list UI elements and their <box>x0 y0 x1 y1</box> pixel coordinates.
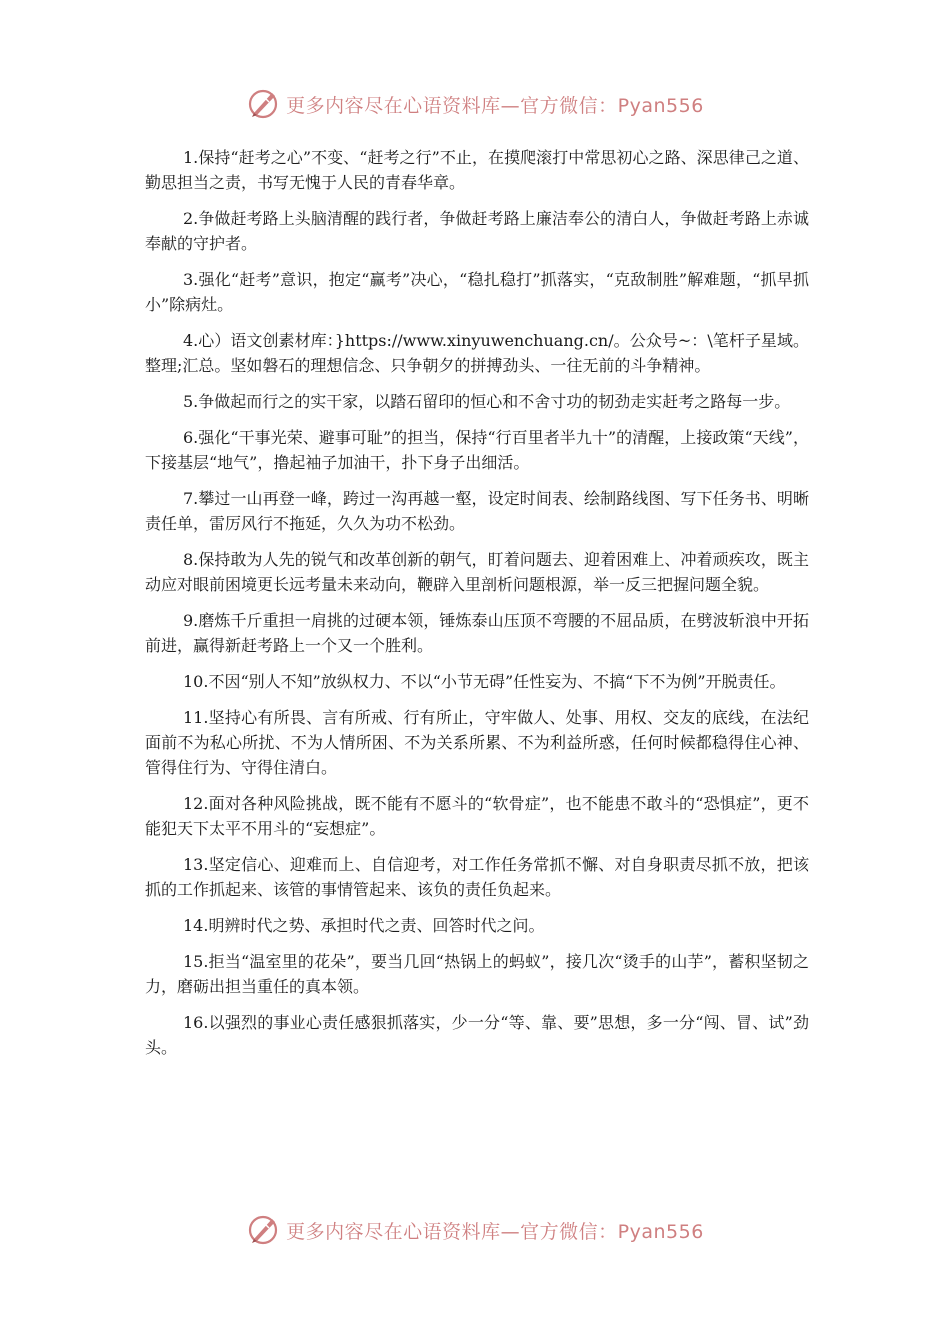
paragraph-8: 8.保持敢为人先的锐气和改革创新的朝气，盯着问题去、迎着困难上、冲着顽疾攻，既主动应对眼前困境更长远考量未来动向，鞭辟入里剖析问题根源，举一反三把握问题全貌。 <box>145 550 809 594</box>
paragraph-16: 16.以强烈的事业心责任感狠抓落实，少一分“等、靠、要”思想，多一分“闯、冒、试”劲头。 <box>145 1013 809 1057</box>
paragraph-11: 11.坚持心有所畏、言有所戒、行有所止，守牢做人、处事、用权、交友的底线，在法纪面前不为私心所扰、不为人情所困、不为关系所累、不为利益所惑，任何时候都稳得住心神、管得住行为、守得住清白。 <box>145 708 809 777</box>
paragraph-6: 6.强化“干事光荣、避事可耻”的担当，保持“行百里者半九十”的清醒，上接政策“天线”，下接基层“地气”，撸起袖子加油干，扑下身子出细活。 <box>145 428 809 472</box>
paragraph-15: 15.拒当“温室里的花朵”，要当几回“热锅上的蚂蚁”，接几次“烫手的山芋”，蓄积坚韧之力，磨砺出担当重任的真本领。 <box>145 952 809 996</box>
paragraph-12: 12.面对各种风险挑战，既不能有不愿斗的“软骨症”，也不能患不敢斗的“恐惧症”，更不能犯天下太平不用斗的“妄想症”。 <box>145 794 809 838</box>
footer-banner <box>0 1210 950 1250</box>
paragraph-5: 5.争做起而行之的实干家，以踏石留印的恒心和不舍寸功的韧劲走实赶考之路每一步。 <box>183 392 791 411</box>
footer-banner-text: 更多内容尽在心语资料库—官方微信：Pyan556 <box>286 1220 704 1243</box>
paragraph-1: 1.保持“赶考之心”不变、“赶考之行”不止，在摸爬滚打中常思初心之路、深思律己之道、勤思担当之责，书写无愧于人民的青春华章。 <box>145 148 809 192</box>
paragraph-14: 14.明辨时代之势、承担时代之责、回答时代之问。 <box>183 916 545 935</box>
paragraph-3: 3.强化“赶考”意识，抱定“赢考”决心，“稳扎稳打”抓落实，“克敌制胜”解难题，“抓早抓小”除病灶。 <box>145 270 809 314</box>
paragraph-4: 4.心）语文创素材库：}https://www.xinyuwenchuang.cn/。公众号~：\笔杆子星域。整理;汇总。坚如磐石的理想信念、只争朝夕的拼搏劲头、一往无前的斗争精神。 <box>145 331 809 375</box>
paragraph-7: 7.攀过一山再登一峰，跨过一沟再越一壑，设定时间表、绘制路线图、写下任务书、明晰责任单，雷厉风行不拖延，久久为功不松劲。 <box>145 489 809 533</box>
paragraph-10: 10.不因“别人不知”放纵权力、不以“小节无碍”任性妄为、不搞“下不为例”开脱责任。 <box>183 672 786 691</box>
paragraph-9: 9.磨炼千斤重担一肩挑的过硬本领，锤炼泰山压顶不弯腰的不屈品质，在劈波斩浪中开拓前进，赢得新赶考路上一个又一个胜利。 <box>145 611 809 655</box>
paragraph-13: 13.坚定信心、迎难而上、自信迎考，对工作任务常抓不懈、对自身职责尽抓不放，把该抓的工作抓起来、该管的事情管起来、该负的责任负起来。 <box>145 855 809 899</box>
quill-pen-logo-icon <box>246 1212 282 1248</box>
header-banner <box>0 84 950 124</box>
document-body <box>145 145 809 1071</box>
paragraph-2: 2.争做赶考路上头脑清醒的践行者，争做赶考路上廉洁奉公的清白人，争做赶考路上赤诚奉献的守护者。 <box>145 209 809 253</box>
header-banner-text: 更多内容尽在心语资料库—官方微信：Pyan556 <box>286 94 704 117</box>
quill-pen-logo-icon <box>246 86 282 122</box>
